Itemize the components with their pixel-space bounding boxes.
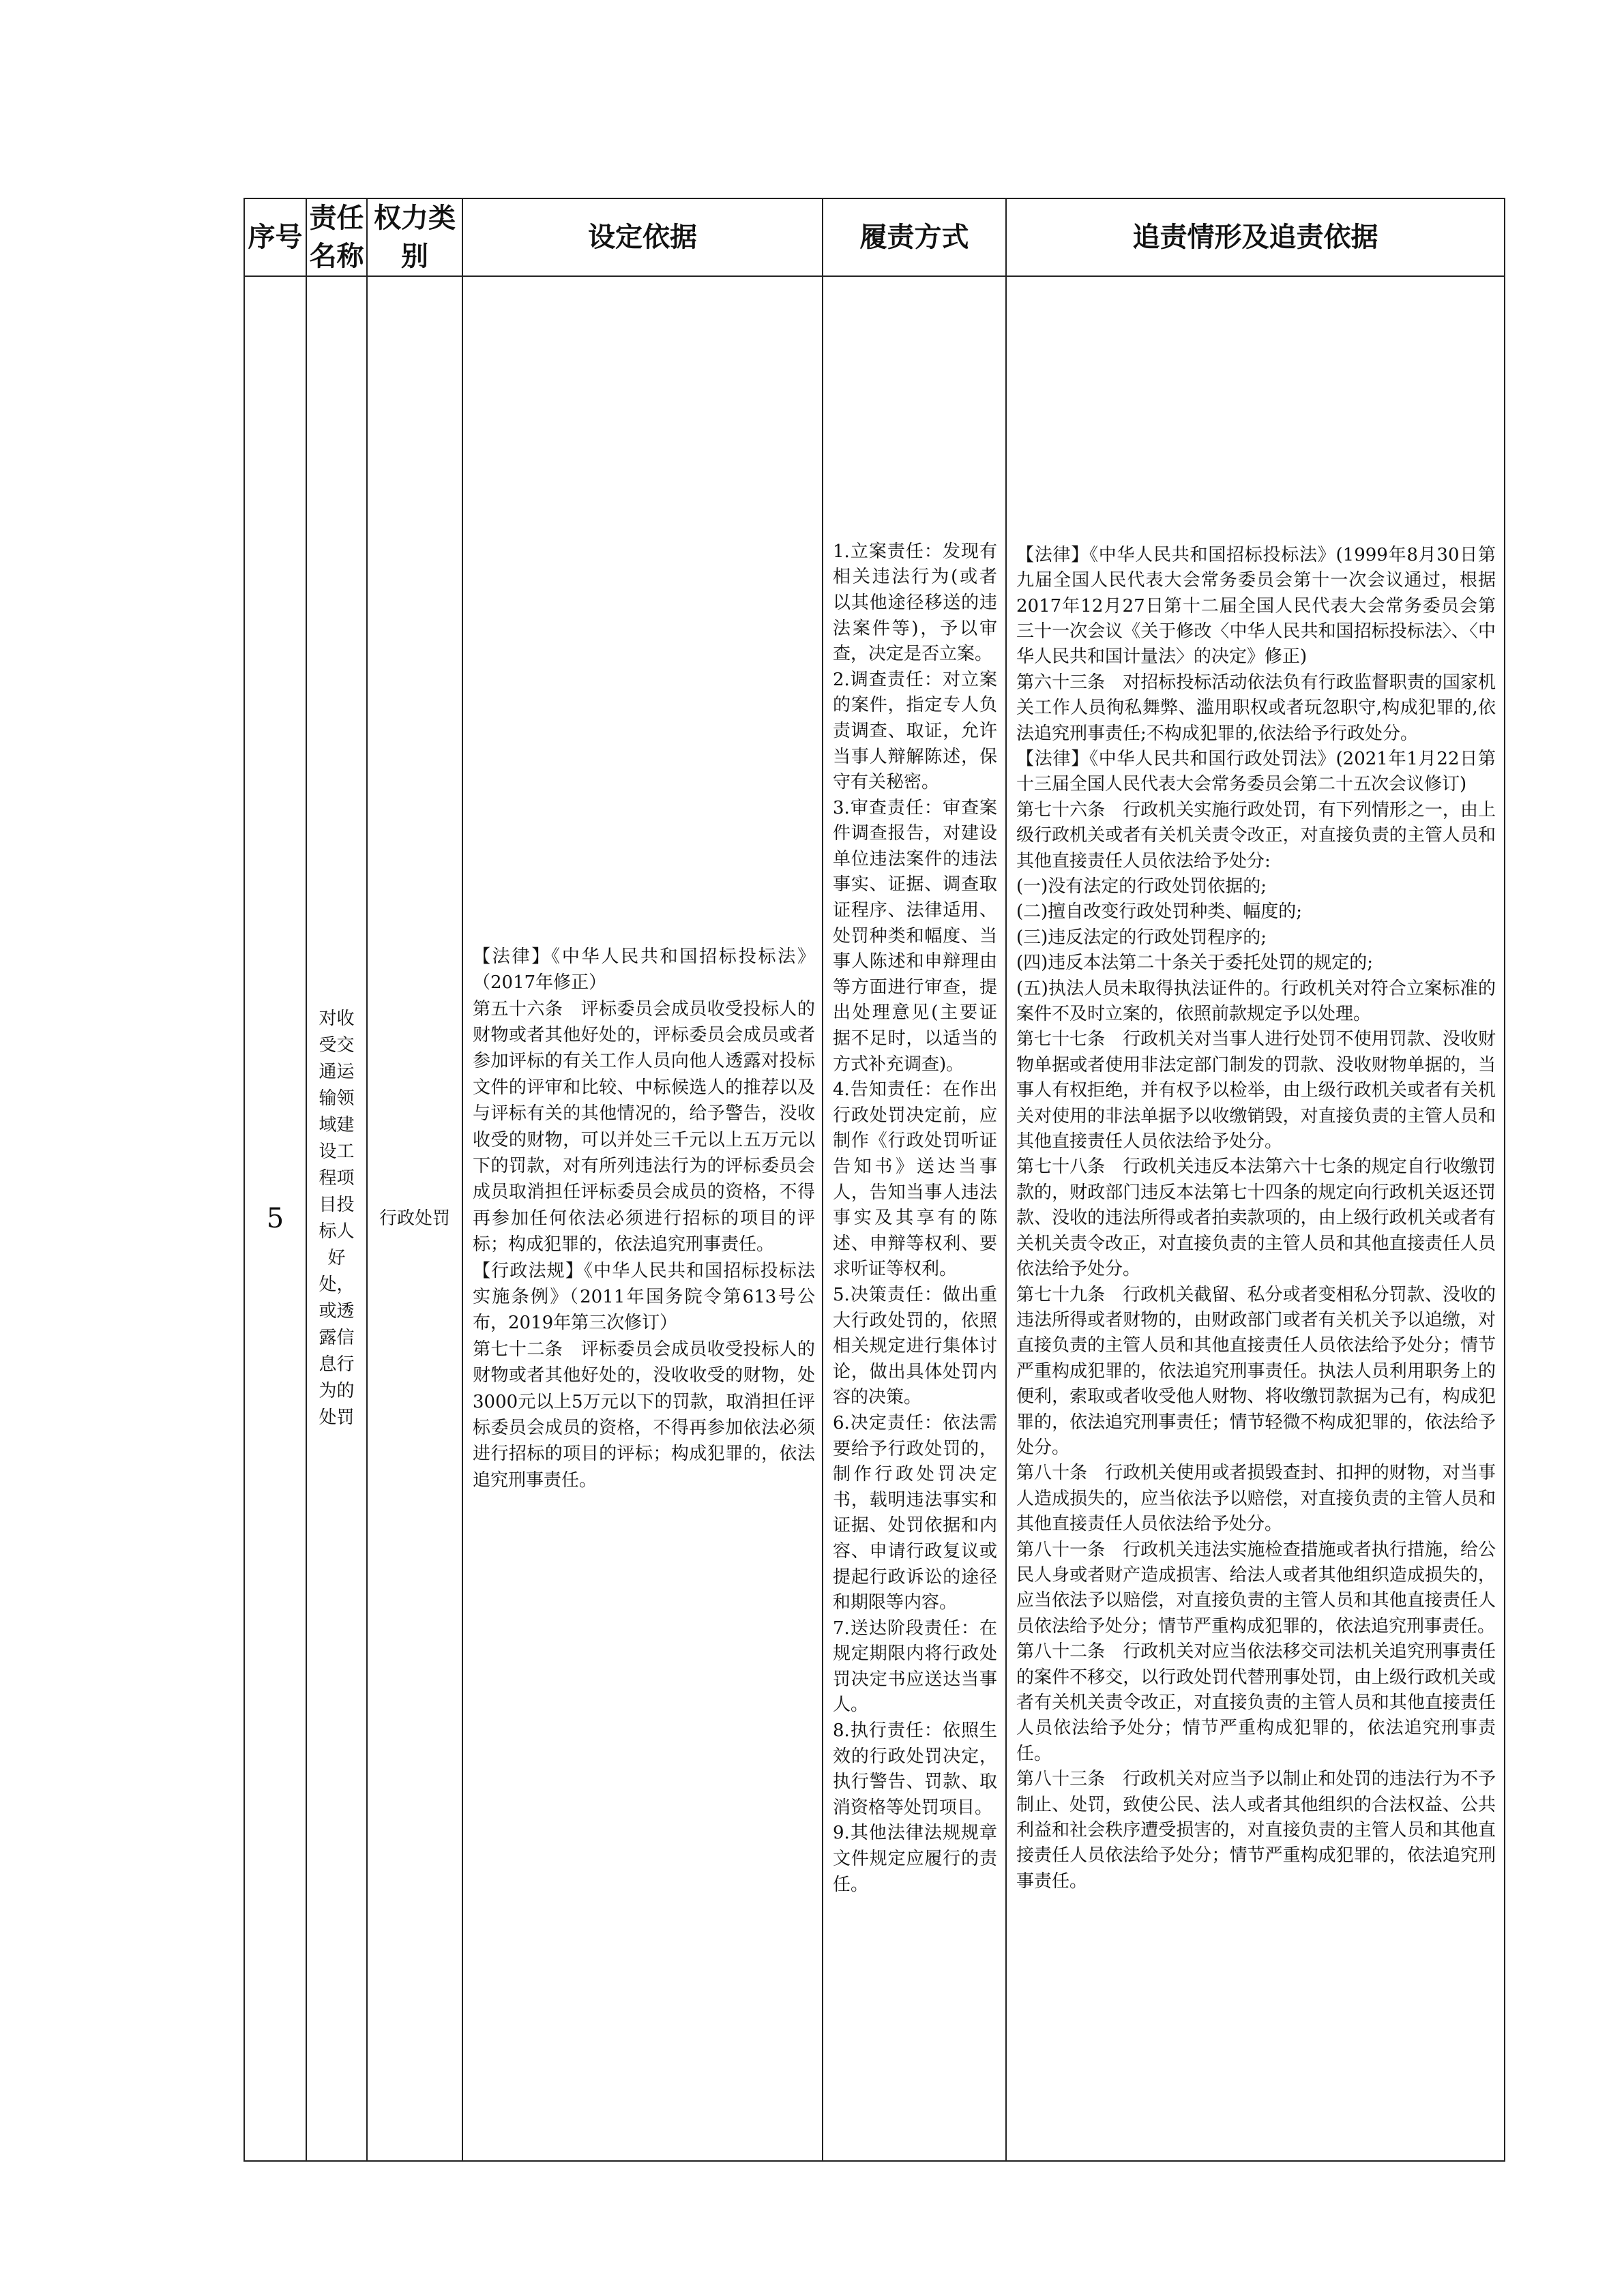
header-method: 履责方式 — [823, 198, 1006, 276]
method-item: 8.执行责任：依照生效的行政处罚决定，执行警告、罚款、取消资格等处罚项目。 — [833, 1720, 997, 1818]
pursue-paragraph: 第六十三条 对招标投标活动依法负有行政监督职责的国家机关工作人员徇私舞弊、滥用职权或者玩忽职守,构成犯罪的,依法追究刑事责任;不构成犯罪的,依法给予行政处分。 — [1016, 672, 1496, 744]
header-category: 权力类别 — [367, 198, 462, 276]
row-accountability — [1006, 276, 1505, 2161]
basis-paragraph: 第五十六条 评标委员会成员收受投标人的财物或者其他好处的，评标委员会成员或者参加评标的有关工作人员向他人透露对投标文件的评审和比较、中标候选人的推荐以及与评标有关的其他情况的，给予警告，没收收受的财物，可以并处三千元以上五万元以下的罚款，对有所列违法行为的评标委员会成员取消担任评标委员会成员的资格，不得再参加任何依法必须进行招标的项目的评标；构成犯罪的，依法追究刑事责任。 — [473, 998, 815, 1255]
pursue-paragraph: 第八十条 行政机关使用或者损毁查封、扣押的财物，对当事人造成损失的，应当依法予以赔偿，对直接负责的主管人员和其他直接责任人员依法给予处分。 — [1016, 1463, 1496, 1535]
basis-paragraph: 【法律】《中华人民共和国招标投标法》（2017年修正） — [473, 946, 815, 994]
row-legal-basis — [462, 276, 823, 2161]
basis-paragraph: 第七十二条 评标委员会成员收受投标人的财物或者其他好处的，没收收受的财物，处3000元以上5万元以下的罚款，取消担任评标委员会成员的资格，不得再参加依法必须进行招标的项目的评标；构成犯罪的，依法追究刑事责任。 — [473, 1339, 815, 1491]
pursue-paragraph: 第七十九条 行政机关截留、私分或者变相私分罚款、没收的违法所得或者财物的，由财政部门或者有关机关予以追缴，对直接负责的主管人员和其他直接责任人员依法给予处分；情节严重构成犯罪的，依法追究刑事责任。执法人员利用职务上的便利，索取或者收受他人财物、将收缴罚款据为己有，构成犯罪的，依法追究刑事责任；情节轻微不构成犯罪的，依法给予处分。 — [1016, 1284, 1496, 1458]
pursue-paragraph: 第八十三条 行政机关对应当予以制止和处罚的违法行为不予制止、处罚，致使公民、法人或者其他组织的合法权益、公共利益和社会秩序遭受损害的，对直接负责的主管人员和其他直接责任人员依法给予处分；情节严重构成犯罪的，依法追究刑事责任。 — [1016, 1769, 1496, 1892]
responsibility-table — [243, 198, 1505, 2162]
row-power-category: 行政处罚 — [367, 276, 462, 2161]
method-item: 7.送达阶段责任：在规定期限内将行政处罚决定书应送达当事人。 — [833, 1617, 997, 1716]
method-item: 4.告知责任：在作出行政处罚决定前，应制作《行政处罚听证告知书》送达当事人，告知当事人违法事实及其享有的陈述、申辩等权利、要求听证等权利。 — [833, 1079, 997, 1280]
header-basis: 设定依据 — [462, 198, 823, 276]
pursue-paragraph: 第八十二条 行政机关对应当依法移交司法机关追究刑事责任的案件不移交，以行政处罚代替刑事处罚，由上级行政机关或者有关机关责令改正，对直接负责的主管人员和其他直接责任人员依法给予处分；情节严重构成犯罪的，依法追究刑事责任。 — [1016, 1641, 1496, 1764]
pursue-paragraph: 第七十八条 行政机关违反本法第六十七条的规定自行收缴罚款的，财政部门违反本法第七十四条的规定向行政机关返还罚款、没收的违法所得或者拍卖款项的，由上级行政机关或者有关机关责令改正，对直接负责的主管人员和其他直接责任人员依法给予处分。 — [1016, 1157, 1496, 1280]
pursue-paragraph: (三)违反法定的行政处罚程序的; — [1016, 927, 1267, 948]
pursue-paragraph: 第八十一条 行政机关违法实施检查措施或者执行措施，给公民人身或者财产造成损害、给法人或者其他组织造成损失的，应当依法予以赔偿，对直接负责的主管人员和其他直接责任人员依法给予处分；情节严重构成犯罪的，依法追究刑事责任。 — [1016, 1539, 1496, 1637]
header-seq: 序号 — [244, 198, 306, 276]
row-duty-method — [823, 276, 1006, 2161]
pursue-paragraph: (一)没有法定的行政处罚依据的; — [1016, 876, 1267, 897]
method-item: 2.调查责任：对立案的案件，指定专人负责调查、取证，允许当事人辩解陈述，保守有关秘密。 — [833, 669, 997, 793]
pursue-paragraph: (四)违反本法第二十条关于委托处罚的规定的; — [1016, 953, 1374, 974]
pursue-paragraph: (二)擅自改变行政处罚种类、幅度的; — [1016, 901, 1303, 923]
pursue-paragraph: 【法律】《中华人民共和国行政处罚法》(2021年1月22日第十三届全国人民代表大会常务委员会第二十五次会议修订) — [1016, 748, 1496, 795]
method-item: 9.其他法律法规规章文件规定应履行的责任。 — [833, 1823, 997, 1895]
header-name: 责任名称 — [306, 198, 367, 276]
method-item: 5.决策责任：做出重大行政处罚的，依照相关规定进行集体讨论，做出具体处罚内容的决策。 — [833, 1284, 997, 1408]
pursue-paragraph: (五)执法人员未取得执法证件的。行政机关对符合立案标准的案件不及时立案的，依照前款规定予以处理。 — [1016, 978, 1496, 1025]
method-item: 6.决定责任：依法需要给予行政处罚的，制作行政处罚决定书，载明违法事实和证据、处罚依据和内容、申请行政复议或提起行政诉讼的途径和期限等内容。 — [833, 1412, 997, 1613]
row-seq: 5 — [244, 276, 306, 2161]
pursue-paragraph: 第七十七条 行政机关对当事人进行处罚不使用罚款、没收财物单据或者使用非法定部门制发的罚款、没收财物单据的，当事人有权拒绝，并有权予以检举，由上级行政机关或者有关机关对使用的非法单据予以收缴销毁，对直接负责的主管人员和其他直接责任人员依法给予处分。 — [1016, 1029, 1496, 1152]
header-pursue: 追责情形及追责依据 — [1006, 198, 1505, 276]
header-row — [244, 198, 1505, 276]
basis-paragraph: 【行政法规】《中华人民共和国招标投标法实施条例》（2011年国务院令第613号公布，2019年第三次修订） — [473, 1260, 815, 1334]
method-item: 3.审查责任：审查案件调查报告，对建设单位违法案件的违法事实、证据、调查取证程序、法律适用、处罚种类和幅度、当事人陈述和申辩理由等方面进行审查，提出处理意见(主要证据不足时，以适当的方式补充调查)。 — [833, 797, 997, 1075]
pursue-paragraph: 【法律】《中华人民共和国招标投标法》(1999年8月30日第九届全国人民代表大会常务委员会第十一次会议通过，根据2017年12月27日第十二届全国人民代表大会常务委员会第三十一次会议《关于修改〈中华人民共和国招标投标法〉、〈中华人民共和国计量法〉的决定》修正) — [1016, 544, 1496, 668]
row-responsibility-name: 对收受交通运输领域建设工程项目投标人好处，或透露信息行为的处罚 — [306, 276, 367, 2161]
pursue-paragraph: 第七十六条 行政机关实施行政处罚，有下列情形之一，由上级行政机关或者有关机关责令改正，对直接负责的主管人员和其他直接责任人员依法给予处分: — [1016, 799, 1496, 871]
table-row — [244, 276, 1505, 2161]
method-item: 1.立案责任：发现有相关违法行为(或者以其他途径移送的违法案件等)，予以审查，决定是否立案。 — [833, 541, 997, 665]
